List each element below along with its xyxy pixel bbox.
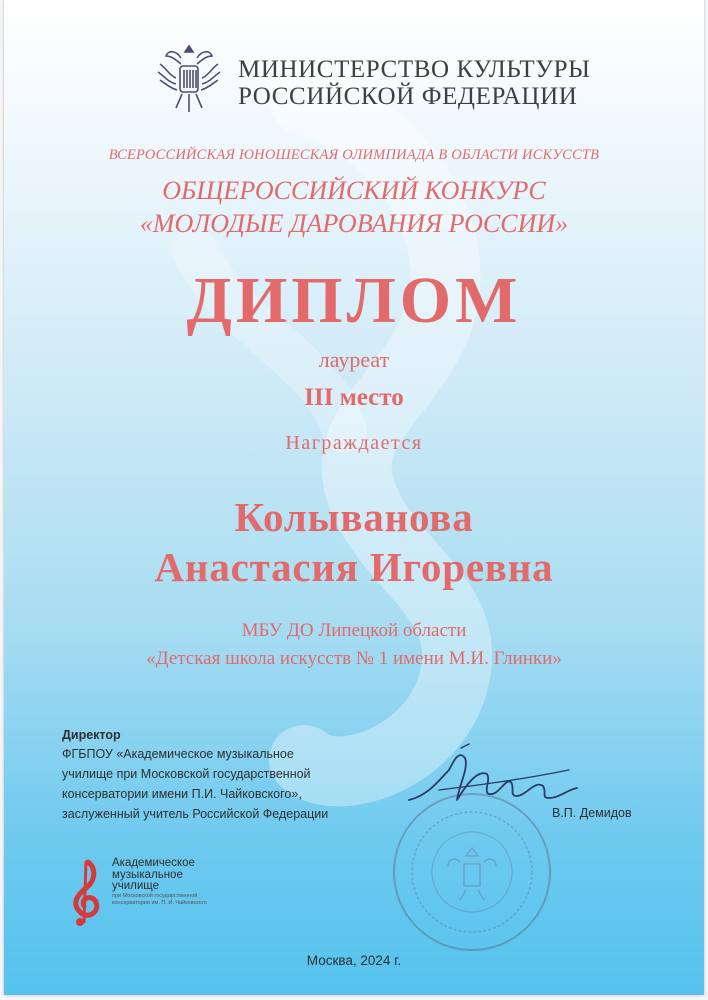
place-and-year: Москва, 2024 г. [306,953,402,968]
treble-clef-logo-icon [66,858,106,928]
director-title: Директор [62,728,121,742]
logo-name-line: Академическое [112,857,195,869]
logo-subtitle-line: консерватории им. П. И. Чайковского [112,899,207,906]
institution [4,617,704,673]
ministry-name [238,56,598,110]
director-name: В.П. Демидов [552,806,632,820]
place-label: III место [304,384,404,411]
contest-title [4,174,704,240]
recipient-given-names: Анастасия Игоревна [154,544,554,590]
contest-title-line1: ОБЩЕРОССИЙСКИЙ КОНКУРС [162,176,546,205]
awarded-label: Награждается [285,432,423,454]
olympiad-title: ВСЕРОССИЙСКАЯ ЮНОШЕСКАЯ ОЛИМПИАДА В ОБЛАСТИ ИСКУССТВ [108,147,600,163]
institution-line1: МБУ ДО Липецкой области [241,620,467,641]
logo-name-line: училище [112,880,160,892]
recipient-surname: Колыванова [234,494,474,540]
logo-name-line: музыкальное [112,868,183,881]
diploma-heading: ДИПЛОМ [186,264,522,337]
director-block [62,728,422,824]
diploma-page [4,0,704,995]
ministry-name-line1: МИНИСТЕРСТВО КУЛЬТУРЫ [238,56,591,83]
laureate-label: лауреат [318,347,390,372]
director-line: консерватории имени П.И. Чайковского», [62,787,302,801]
director-line: ФГБПОУ «Академическое музыкальное [62,747,294,761]
logo-subtitle-line: при Московской государственной [112,892,198,899]
director-line: училище при Московской государственной [62,767,311,781]
ministry-name-line2: РОССИЙСКОЙ ФЕДЕРАЦИИ [238,83,578,110]
institution-line2: «Детская школа искусств № 1 имени М.И. Глинки» [146,648,562,669]
double-headed-eagle-emblem-icon [154,38,224,118]
director-line: заслуженный учитель Российской Федерации [62,807,329,821]
recipient-name [4,492,704,592]
school-logo-text [112,858,207,907]
contest-title-line2: «МОЛОДЫЕ ДАРОВАНИЯ РОССИИ» [139,209,569,238]
